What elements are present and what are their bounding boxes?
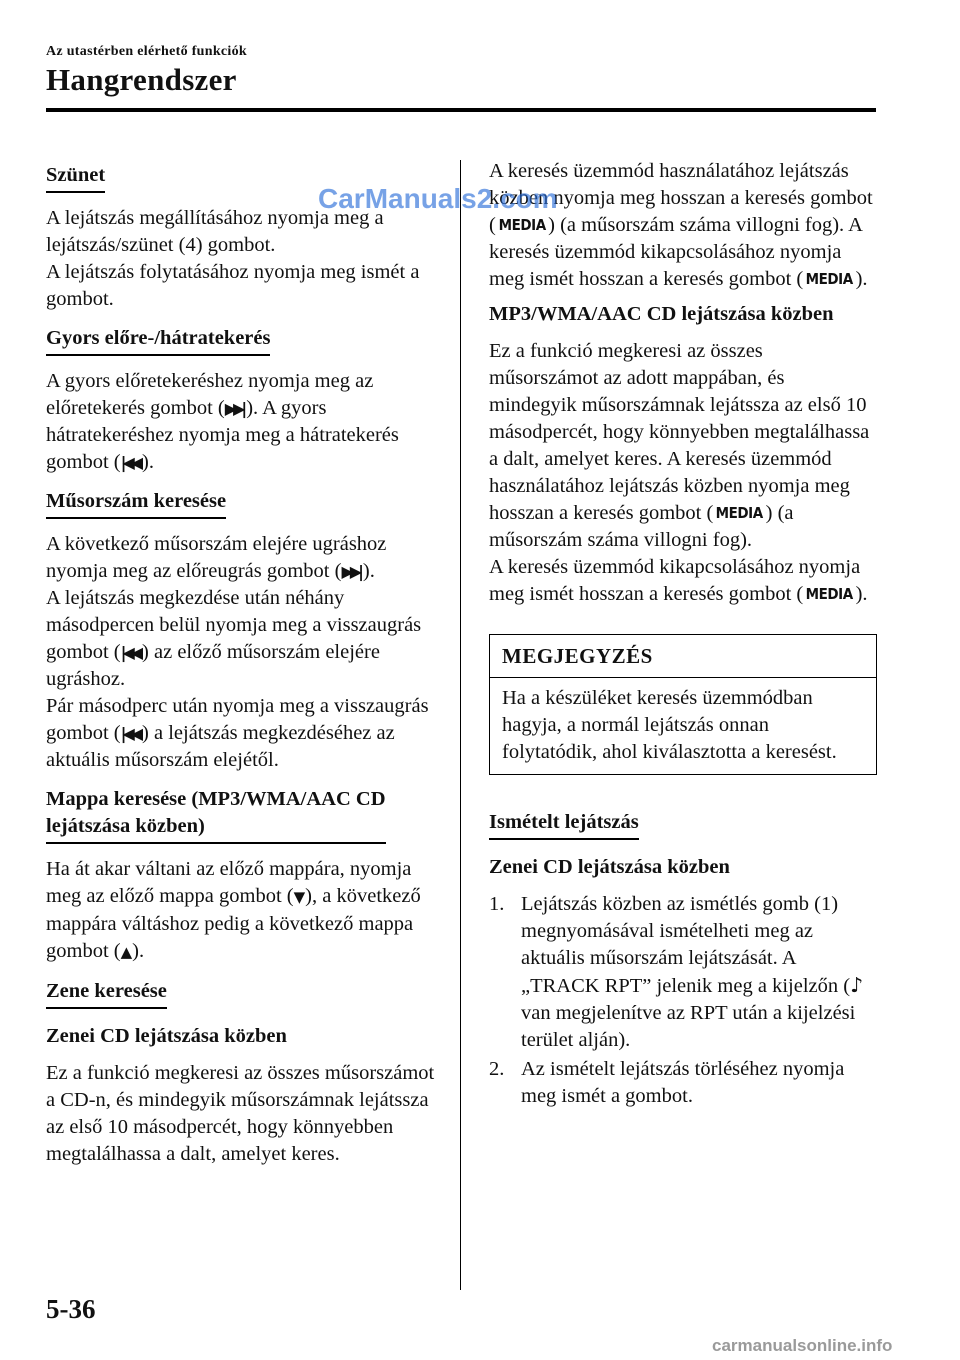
track-search-text-c: A lejátszás megkezdése után néhány másodpercen belül nyomja meg a visszaugrás gombot ( <box>46 587 422 663</box>
folder-down-icon: ▼ <box>293 888 306 906</box>
media-button-icon: MEDIA <box>498 216 546 234</box>
note-title: MEGJEGYZÉS <box>490 635 876 678</box>
track-search-paragraph <box>46 531 441 774</box>
pause-paragraph-2: A lejátszás folytatásához nyomja meg ismét a gombot. <box>46 261 420 310</box>
music-search-heading: Zene keresése <box>46 978 167 1009</box>
previous-track-icon: |◀◀ <box>120 453 140 472</box>
folder-text-c: ). <box>132 940 145 962</box>
list-item <box>489 891 877 1054</box>
note-body: Ha a készüléket keresés üzemmódban hagyja, a normál lejátszás onnan folytatódik, ahol kiválasztotta a keresést. <box>502 687 837 763</box>
previous-track-icon: |◀◀ <box>120 643 140 662</box>
repeat-heading: Ismételt lejátszás <box>489 809 639 840</box>
scan-text-a: A keresés üzemmód használatához lejátszás közben nyomja meg hosszan a keresés gombot ( <box>489 160 873 236</box>
column-divider <box>460 160 461 1290</box>
scan-intro-paragraph <box>489 158 877 293</box>
media-button-icon: MEDIA <box>805 585 853 603</box>
step-text-b: van megjelenítve az RPT után a kijelzési terület alján). <box>521 1002 856 1051</box>
track-search-text-d: ) az előző műsorszám elejére ugráshoz. <box>46 641 380 690</box>
ffwd-text-c: ). <box>142 451 154 473</box>
previous-track-icon: |◀◀ <box>120 724 140 743</box>
step-text-a: Lejátszás közben az ismétlés gomb (1) megnyomásával ismételheti meg az aktuális műsorszám lejátszását. A „TRACK RPT” jelenik meg a kijelzőn ( <box>521 893 851 997</box>
mp3-text-c: A keresés üzemmód kikapcsolásához nyomja meg ismét hosszan a keresés gombot ( <box>489 556 861 605</box>
track-search-text-b: ). <box>362 560 375 582</box>
music-search-paragraph: Ez a funkció megkeresi az összes műsorszámot a CD-n, és mindegyik műsorszámnak lejátssza az első 10 másodpercét, hogy könnyebben megtalálhassa a dalt, amelyet keres. <box>46 1062 435 1165</box>
media-button-icon: MEDIA <box>715 504 764 522</box>
next-track-icon: ▶▶| <box>224 399 244 418</box>
right-column <box>489 158 877 1112</box>
folder-search-paragraph <box>46 856 441 966</box>
left-column <box>46 158 441 1176</box>
page-number: 5-36 <box>46 1294 96 1324</box>
music-search-subheading: Zenei CD lejátszása közben <box>46 1025 287 1047</box>
footer-watermark: carmanualsonline.info <box>712 1336 893 1355</box>
folder-search-heading-line1: Mappa keresése (MP3/WMA/AAC CD <box>46 788 386 810</box>
track-search-text-f: ) a lejátszás megkezdéséhez az aktuális műsorszám elejétől. <box>46 722 395 771</box>
fast-forward-heading: Gyors előre-/hátratekerés <box>46 325 270 356</box>
step-text-a: Az ismételt lejátszás törléséhez nyomja meg ismét a gombot. <box>521 1058 845 1107</box>
pause-heading: Szünet <box>46 162 105 193</box>
folder-search-heading <box>46 786 386 844</box>
folder-up-icon: ▲ <box>120 943 133 961</box>
section-label: Az utastérben elérhető funkciók <box>46 44 247 59</box>
note-box <box>489 634 877 775</box>
mp3-text-a: Ez a funkció megkeresi az összes műsorszámot az adott mappában, és mindegyik műsorszámnak lejátssza az első 10 másodpercét, hogy könnyebben megtalálhassa a dalt, amelyet keres. A keresés üzemmód használatához lejátszás közben nyomja meg hosszan a keresés gombot ( <box>489 340 870 524</box>
mp3-text-b: ) (a műsorszám száma villogni fog). <box>489 502 794 551</box>
next-track-icon: ▶▶| <box>341 562 360 581</box>
ffwd-text-b: ). A gyors hátratekeréshez nyomja meg a hátratekerés gombot ( <box>46 397 399 473</box>
track-search-text-e: Pár másodperc után nyomja meg a visszaugrás gombot ( <box>46 695 429 744</box>
ffwd-text-a: A gyors előretekeréshez nyomja meg az előretekerés gombot ( <box>46 370 374 419</box>
header-rule <box>46 108 876 112</box>
list-item <box>489 1056 877 1110</box>
music-note-icon: ♪ <box>850 973 864 997</box>
repeat-steps <box>489 891 877 1110</box>
step-number: 1. <box>489 893 505 915</box>
watermark: CarManuals2.com <box>318 183 558 214</box>
folder-text-a: Ha át akar váltani az előző mappára, nyomja meg az előző mappa gombot ( <box>46 858 412 907</box>
pause-paragraph-1: A lejátszás megállításához nyomja meg a lejátszás/szünet (4) gombot. <box>46 207 384 256</box>
fast-forward-paragraph <box>46 368 441 476</box>
folder-search-heading-line2: lejátszása közben) <box>46 815 205 837</box>
scan-text-c: ). <box>855 268 868 290</box>
step-number: 2. <box>489 1058 505 1080</box>
scan-text-b: ) (a műsorszám száma villogni fog). A keresés üzemmód kikapcsolásához nyomja meg ismét hosszan a keresés gombot ( <box>489 214 862 290</box>
mp3-scan-paragraph <box>489 338 877 608</box>
track-search-text-a: A következő műsorszám elejére ugráshoz nyomja meg az előreugrás gombot ( <box>46 533 387 582</box>
chapter-title: Hangrendszer <box>46 62 237 97</box>
repeat-subheading: Zenei CD lejátszása közben <box>489 856 730 878</box>
mp3-scan-subheading: MP3/WMA/AAC CD lejátszása közben <box>489 303 834 325</box>
media-button-icon: MEDIA <box>805 270 853 288</box>
mp3-text-d: ). <box>855 583 868 605</box>
folder-text-b: ), a következő mappára váltáshoz pedig a következő mappa gombot ( <box>46 885 421 962</box>
track-search-heading: Műsorszám keresése <box>46 488 226 519</box>
